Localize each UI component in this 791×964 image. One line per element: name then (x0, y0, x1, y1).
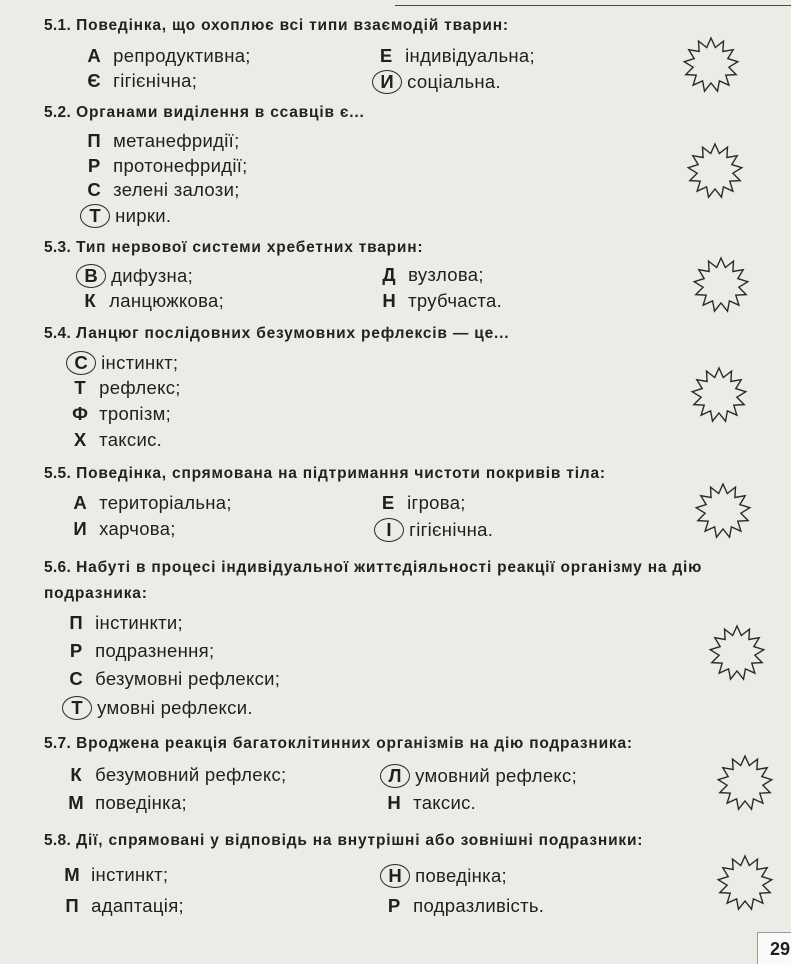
answer-option-selected[interactable]: Н поведінка; (380, 864, 507, 888)
answer-option[interactable]: П інстинкти; (69, 612, 183, 633)
answer-option[interactable]: Е ігрова; (381, 492, 466, 513)
answer-option-selected[interactable]: Т умовні рефлекси. (62, 696, 253, 720)
page-number: 29 (757, 932, 791, 964)
answer-option[interactable]: Х таксис. (73, 429, 163, 450)
answer-option[interactable]: М поведінка; (68, 792, 188, 813)
answer-option-selected[interactable]: Л умовний рефлекс; (380, 764, 577, 788)
answer-option[interactable]: А територіальна; (73, 492, 232, 513)
question-5-7: 5.7. Вроджена реакція багатоклітинних організмів на дію подразника: (44, 735, 633, 752)
answer-option[interactable]: Р протонефридії; (87, 155, 248, 176)
question-5-8: 5.8. Дії, спрямовані у відповідь на внутрішні або зовнішні подразники: (44, 832, 644, 849)
answer-option[interactable]: Ф тропізм; (72, 403, 172, 424)
answer-option-selected[interactable]: С інстинкт; (66, 351, 178, 375)
answer-option[interactable]: Н таксис. (387, 792, 477, 813)
answer-burst-icon[interactable] (706, 622, 768, 684)
answer-burst-icon[interactable] (680, 34, 742, 96)
answer-option[interactable]: Р подразнення; (69, 640, 215, 661)
question-5-4: 5.4. Ланцюг послідовних безумовних рефлексів — це... (44, 325, 510, 342)
answer-option-selected[interactable]: Т нирки. (80, 204, 171, 228)
answer-option[interactable]: И харчова; (73, 518, 176, 539)
question-5-3: 5.3. Тип нервової системи хребетних тварин: (44, 239, 424, 256)
answer-option-selected[interactable]: И соціальна. (372, 70, 501, 94)
answer-option[interactable]: Д вузлова; (382, 264, 484, 285)
answer-option-selected[interactable]: В дифузна; (76, 264, 193, 288)
top-rule (395, 5, 791, 6)
answer-option[interactable]: П адаптація; (65, 895, 184, 916)
answer-burst-icon[interactable] (688, 364, 750, 426)
answer-option[interactable]: Є гігієнічна; (87, 70, 198, 91)
answer-burst-icon[interactable] (692, 480, 754, 542)
question-5-2: 5.2. Органами виділення в ссавців є... (44, 104, 365, 121)
answer-option[interactable]: П метанефридії; (87, 130, 240, 151)
answer-option[interactable]: Р подразливість. (387, 895, 545, 916)
answer-burst-icon[interactable] (684, 140, 746, 202)
answer-burst-icon[interactable] (714, 752, 776, 814)
answer-option[interactable]: К ланцюжкова; (84, 290, 225, 311)
answer-option[interactable]: А репродуктивна; (87, 45, 251, 66)
answer-option[interactable]: Е індивідуальна; (379, 45, 535, 66)
question-5-6: 5.6. Набуті в процесі індивідуальної життєдіяльності реакції організму на дію подразника: (44, 559, 703, 602)
answer-option[interactable]: М інстинкт; (64, 864, 169, 885)
answer-option[interactable]: Н трубчаста. (382, 290, 503, 311)
answer-option[interactable]: С безумовні рефлекси; (69, 668, 281, 689)
question-5-1: 5.1. Поведінка, що охоплює всі типи взаємодій тварин: (44, 17, 509, 34)
answer-burst-icon[interactable] (714, 852, 776, 914)
question-5-5: 5.5. Поведінка, спрямована на підтримання чистоти покривів тіла: (44, 465, 606, 482)
answer-option[interactable]: К безумовний рефлекс; (70, 764, 287, 785)
answer-burst-icon[interactable] (690, 254, 752, 316)
answer-option[interactable]: Т рефлекс; (74, 377, 181, 398)
answer-option[interactable]: С зелені залози; (87, 179, 240, 200)
answer-option-selected[interactable]: І гігієнічна. (374, 518, 493, 542)
